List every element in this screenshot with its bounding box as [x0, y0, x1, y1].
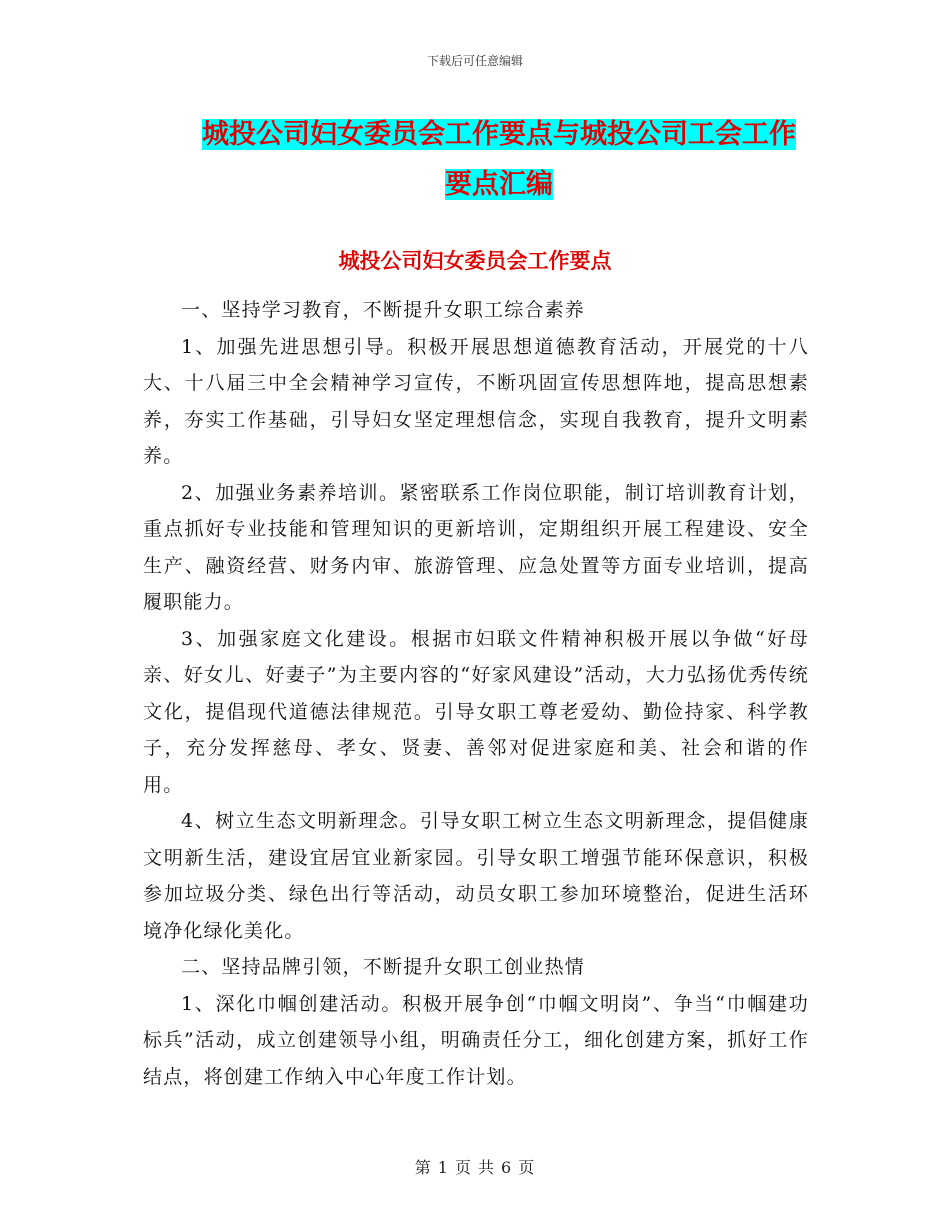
page-label-prefix: 第: [414, 1158, 432, 1177]
paragraph-heading-2: 二、坚持品牌引领，不断提升女职工创业热情: [181, 956, 586, 978]
page-total: 6: [501, 1158, 513, 1177]
page-label-middle: 页 共: [454, 1158, 496, 1177]
paragraph: 3、加强家庭文化建设。根据市妇联文件精神积极开展以争做“好母亲、好女儿、好妻子”为主要内容的“好家风建设”活动，大力弘扬优秀传统文化，提倡现代道德法律规范。引导女职工尊老爱幼、勤俭持家、科学教子，充分发挥慈母、孝女、贤妻、善邻对促进家庭和美、社会和谐的作用。: [143, 627, 809, 796]
document-body: [143, 292, 809, 1095]
page-footer: [0, 1155, 950, 1178]
paragraph: 1、加强先进思想引导。积极开展思想道德教育活动，开展党的十八大、十八届三中全会精神学习宣传，不断巩固宣传思想阵地，提高思想素养，夯实工作基础，引导妇女坚定理想信念，实现自我教育，提升文明素养。: [143, 335, 809, 467]
paragraph: 4、树立生态文明新理念。引导女职工树立生态文明新理念，提倡健康文明新生活，建设宜居宜业新家园。引导女职工增强节能环保意识，积极参加垃圾分类、绿色出行等活动，动员女职工参加环境整治，促进生活环境净化绿化美化。: [143, 810, 809, 942]
document-title: [193, 110, 805, 210]
paragraph-heading-1: 一、坚持学习教育，不断提升女职工综合素养: [181, 299, 586, 321]
paragraph: 1、深化巾帼创建活动。积极开展争创“巾帼文明岗”、争当“巾帼建功标兵”活动，成立创建领导小组，明确责任分工，细化创建方案，抓好工作结点，将创建工作纳入中心年度工作计划。: [143, 992, 809, 1088]
section-title: 城投公司妇女委员会工作要点: [338, 249, 612, 273]
page-header-note: 下载后可任意编辑: [426, 54, 523, 68]
document-title-text: 城投公司妇女委员会工作要点与城投公司工会工作要点汇编: [202, 119, 796, 200]
page-current: 1: [437, 1158, 449, 1177]
paragraph: 2、加强业务素养培训。紧密联系工作岗位职能，制订培训教育计划，重点抓好专业技能和管理知识的更新培训，定期组织开展工程建设、安全生产、融资经营、财务内审、旅游管理、应急处置等方面专业培训，提高履职能力。: [143, 481, 809, 613]
page-label-suffix: 页: [518, 1158, 536, 1177]
